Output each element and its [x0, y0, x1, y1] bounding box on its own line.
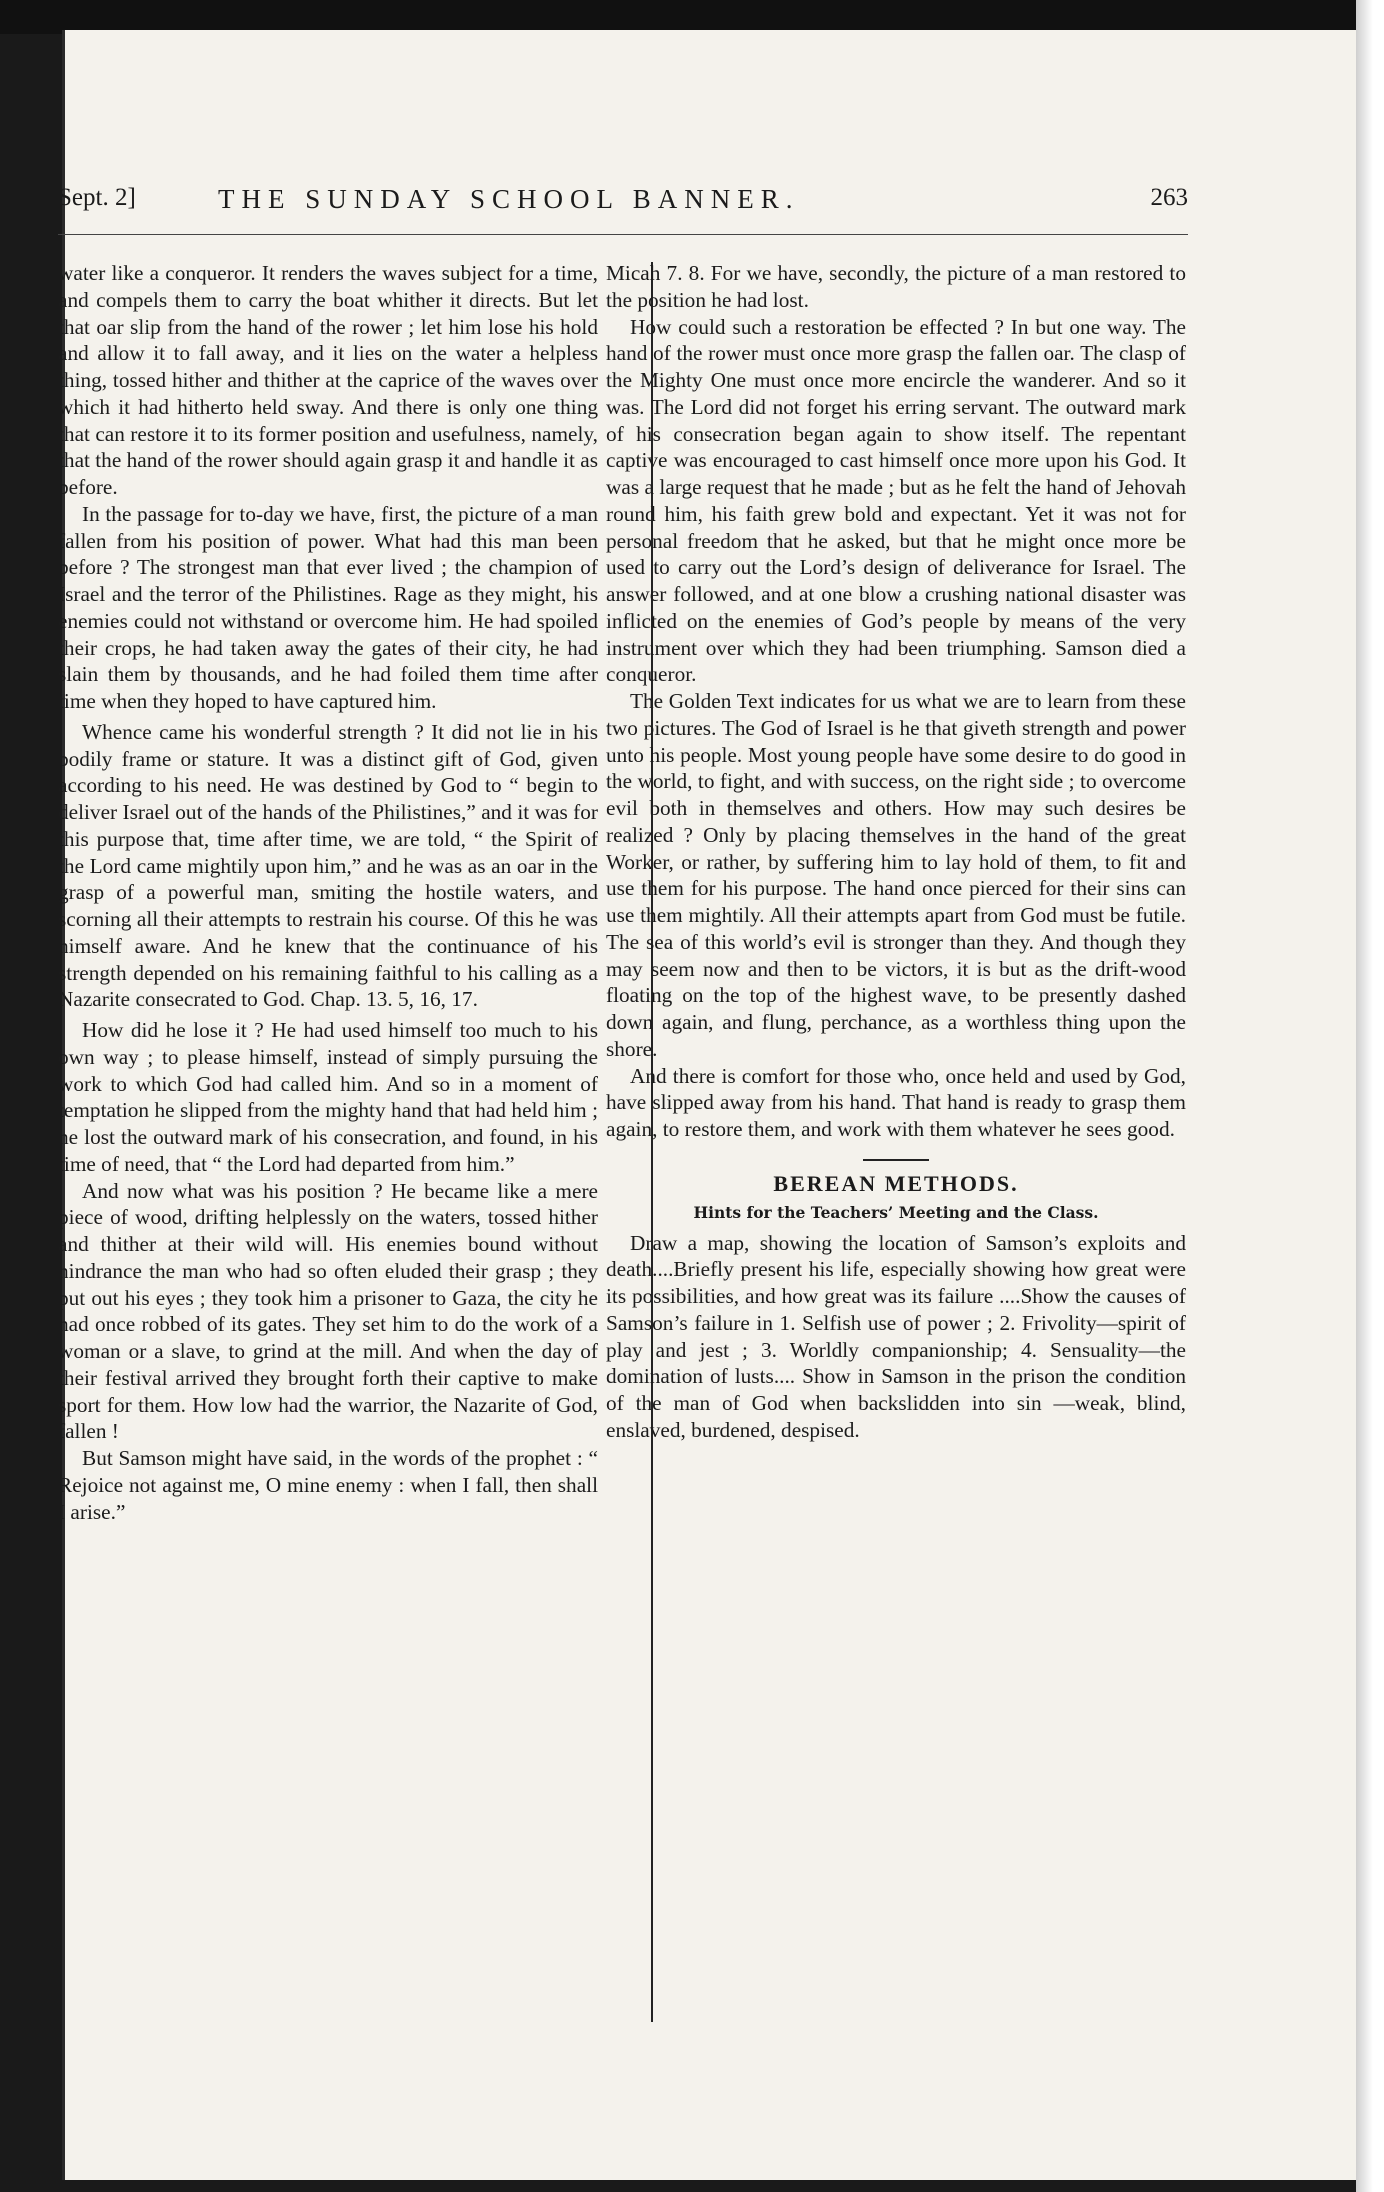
- paragraph: Micah 7. 8. For we have, secondly, the picture of a man restored to the position he had lost.: [606, 261, 1186, 312]
- paragraph: How could such a restoration be effected ? In but one way. The hand of the rower must once more grasp the fallen oar. The clasp of the Mighty One must once more encircle the wanderer. And so it was. The Lord did not forget his erring servant. The outward mark of his consecration began again to show itself. The repentant captive was encouraged to cast himself once more upon his God. It was a large request that he made ; but as he felt the hand of Jehovah round him, his faith grew bold and expectant. Yet it was not for personal freedom that he asked, but that he might once more be used to carry out the Lord’s design of deliverance for Israel. The answer followed, and at one blow a crushing national disaster was inflicted on the enemies of God’s people by means of the very instrument over which they had been triumphing. Samson died a conqueror.: [606, 314, 1186, 687]
- section-rule: [863, 1159, 929, 1161]
- header-rule: [58, 234, 1188, 235]
- paragraph: In the passage for to-day we have, first, the picture of a man fallen from his position of power. What had this man been before ? The strongest man that ever lived ; the champion of Israel and the terror of the Philistines. Rage as they might, his enemies could not withstand or overcome him. He had spoiled their crops, he had taken away the gates of their city, he had slain them by thousands, and he had foiled them time after time when they hoped to have captured him.: [58, 501, 598, 713]
- paragraph: Whence came his wonderful strength ? It did not lie in his bodily frame or stature. It was a distinct gift of God, given according to his need. He was destined by God to “ begin to deliver Israel out of the hands of the Philistines,” and it was for this purpose that, time after time, we are told, “ the Spirit of the Lord came mightily upon him,” and he was as an oar in the grasp of a powerful man, smiting the hostile waters, and scorning all their attempts to restrain his course. Of this he was himself aware. And he knew that the continuance of his strength depended on his remaining faithful to his calling as a Nazarite consecrated to God. Chap. 13. 5, 16, 17.: [58, 719, 598, 1012]
- paragraph: The Golden Text indicates for us what we are to learn from these two pictures. The God of Israel is he that giveth strength and power unto his people. Most young people have some desire to do good in the world, to fight, and with success, on the right side ; to overcome evil both in themselves and others. How may such desires be realized ? Only by placing themselves in the hand of the great Worker, or rather, by suffering him to lay hold of them, to fit and use them for his purpose. The hand once pierced for their sins can use them mightily. All their attempts apart from God must be futile. The sea of this world’s evil is stronger than they. And though they may seem now and then to be victors, it is but as the drift-wood floating on the top of the highest wave, to be presently dashed down again, and flung, perchance, as a worthless thing upon the shore.: [606, 689, 1186, 1061]
- publication-title: THE SUNDAY SCHOOL BANNER.: [218, 184, 800, 214]
- paragraph: How did he lose it ? He had used himself too much to his own way ; to please himself, instead of simply pursuing the work to which God had called him. And so in a moment of temptation he slipped from the mighty hand that had held him ; he lost the outward mark of his consecration, and found, in his time of need, that “ the Lord had departed from him.”: [58, 1018, 598, 1176]
- header-date: Sept. 2]: [58, 184, 136, 211]
- page-edge: [1356, 0, 1384, 2192]
- running-header: [58, 176, 1188, 226]
- section-title: BEREAN METHODS.: [773, 1170, 1019, 1196]
- paragraph: Draw a map, showing the location of Samson’s exploits and death....Briefly present his life, especially showing how great were its possibilities, and how great was its failure ....Show the causes of Samson’s failure in 1. Selfish use of power ; 2. Frivolity—spirit of play and jest ; 3. Worldly companionship; 4. Sensuality—the domination of lusts.... Show in Samson in the prison the condition of the man of God when backslidden into sin —weak, blind, enslaved, burdened, despised.: [606, 1230, 1186, 1442]
- berean-methods-section: [606, 1159, 1186, 1222]
- paragraph: water like a conqueror. It renders the waves subject for a time, and compels them to carry the boat whither it directs. But let that oar slip from the hand of the rower ; let him lose his hold and allow it to fall away, and it lies on the water a helpless thing, tossed hither and thither at the caprice of the waves over which it had hitherto held sway. And there is only one thing that can restore it to its former position and usefulness, namely, that the hand of the rower should again grasp it and handle it as before.: [58, 261, 598, 499]
- paragraph: And now what was his position ? He became like a mere piece of wood, drifting helplessly on the waters, tossed hither and thither at their wild will. His enemies bound without hindrance the man who had so often eluded their grasp ; they put out his eyes ; they took him a prisoner to Gaza, the city he had once robbed of its gates. They set him to do the work of a woman or a slave, to grind at the mill. And when the day of their festival arrived they brought forth their captive to make sport for them. How low had the warrior, the Nazarite of God, fallen !: [58, 1178, 598, 1444]
- page-number: 263: [1150, 184, 1188, 211]
- scan-border-top: [0, 0, 1384, 34]
- right-column: [606, 260, 1186, 1444]
- paragraph: And there is comfort for those who, once held and used by God, have slipped away from his hand. That hand is ready to grasp them again, to restore them, and work with them whatever he sees good.: [606, 1063, 1186, 1141]
- section-subtitle: Hints for the Teachers’ Meeting and the Class.: [693, 1202, 1099, 1222]
- paragraph: But Samson might have said, in the words of the prophet : “ Rejoice not against me, O mine enemy : when I fall, then shall I arise.”: [58, 1446, 598, 1524]
- left-column: [58, 260, 598, 1525]
